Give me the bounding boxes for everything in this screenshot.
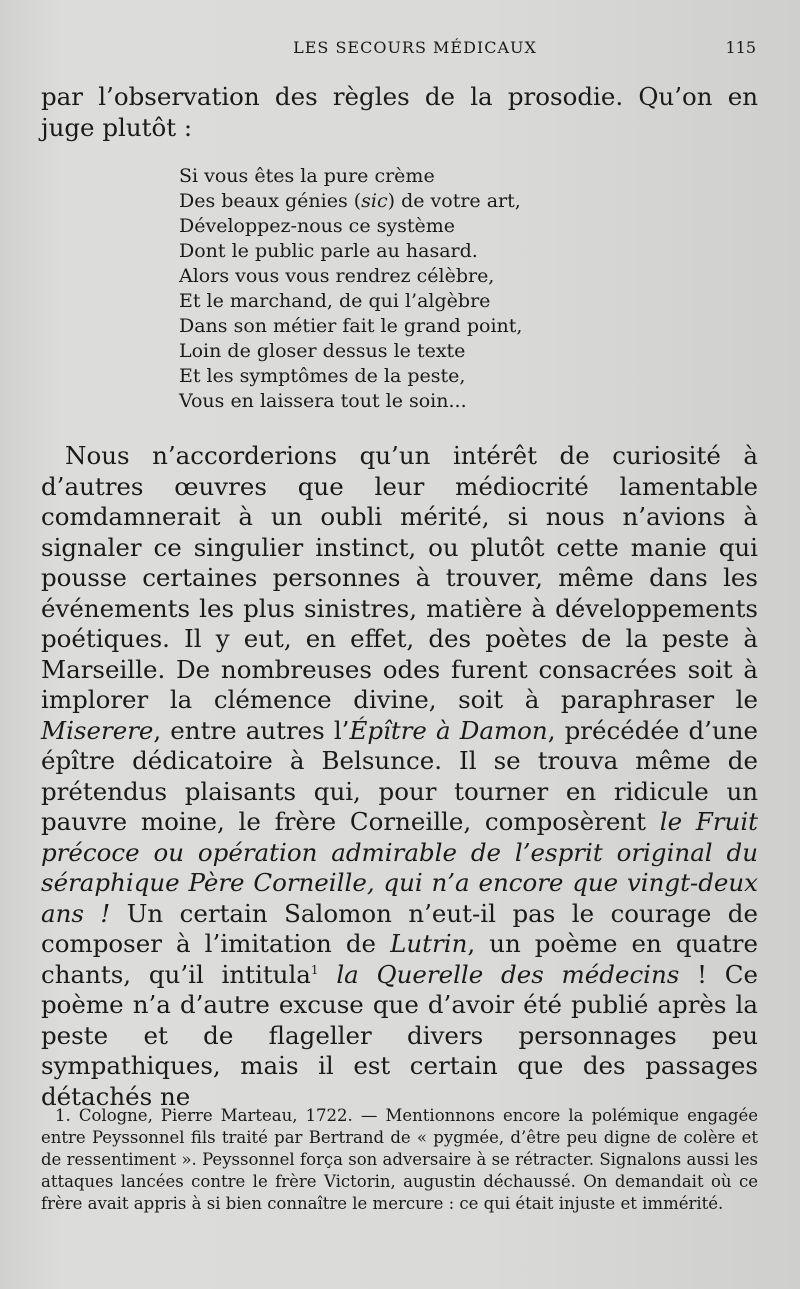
footnote-reference: 1 [310,962,319,977]
verse-quote [179,164,739,414]
page-number: 115 [725,38,756,57]
italic-title: le Fruit précoce ou opération admirable de l’esprit original du séraphique Père Corneille, qui n’a encore que vingt-deux ans ! [41,807,759,928]
page-header [0,38,800,62]
text-run: , un poème en quatre chants, qu’il intitula [41,929,758,989]
footnote-1: 1. Cologne, Pierre Marteau, 1722. — Mentionnons encore la polémique engagée entre Peyssonnel fils traité par Bertrand de « pygmée, d’être peu digne de colère et de ressentiment ». Peyssonnel força son adversaire à se rétracter. Signalons aussi les attaques lancées contre le frère Victorin, augustin déchaussé. On demandait où ce frère avait appris à si bien connaître le mercure : ce qui était injuste et immérité. [41,1106,758,1213]
verse-line: Alors vous vous rendrez célèbre, [179,265,495,287]
verse-text: Des beaux génies ( [179,190,362,212]
verse-text: ) de votre art, [387,190,521,212]
verse-line: Dont le public parle au hasard. [179,240,478,262]
verse-line: Développez-nous ce système [179,215,455,237]
text-run: Un certain Salomon n’eut-il pas le courage de composer à l’imitation de [41,898,758,958]
verse-line: Loin de gloser dessus le texte [179,340,466,362]
text-run: ! Ce poème n’a d’autre excuse que d’avoir été publié après la peste et de flageller divers personnages peu sympathiques, mais il est certain que des passages détachés ne [41,959,758,1111]
text-run [319,960,337,989]
verse-line: Et les symptômes de la peste, [179,365,466,387]
paragraph-intro: par l’observation des règles de la prosodie. Qu’on en juge plutôt : [41,82,758,142]
sic-note: sic [361,190,388,212]
text-run: , entre autres l’ [153,715,350,745]
paragraph-main [41,441,758,1112]
italic-title: Lutrin [390,929,468,958]
italic-title: Épître à Damon [349,715,548,745]
italic-title: Miserere [41,715,154,745]
footnotes [41,1105,758,1215]
verse-line: Si vous êtes la pure crème [179,165,435,187]
verse-line: Dans son métier fait le grand point, [179,315,523,337]
running-head: LES SECOURS MÉDICAUX [293,38,537,57]
verse-line [179,189,739,214]
verse-line: Et le marchand, de qui l’algèbre [179,290,491,312]
text-run: Nous n’accorderions qu’un intérêt de curiosité à d’autres œuvres que leur médiocrité lamentable comdamnerait à un oubli mérité, si nous n’avions à signaler ce singulier instinct, ou plutôt cette manie qui pousse certaines personnes à trouver, même dans les événements les plus sinistres, matière à développements poétiques. Il y eut, en effet, des poètes de la peste à Marseille. De nombreuses odes furent consacrées soit à implorer la clémence divine, soit à paraphraser le [41,441,758,714]
verse-line: Vous en laissera tout le soin... [179,390,467,412]
text-run: , précédée d’une épître dédicatoire à Belsunce. Il se trouva même de prétendus plaisants qui, pour tourner en ridicule un pauvre moine, le frère Corneille, composèrent [41,715,759,836]
italic-title: la Querelle des médecins [336,959,680,989]
